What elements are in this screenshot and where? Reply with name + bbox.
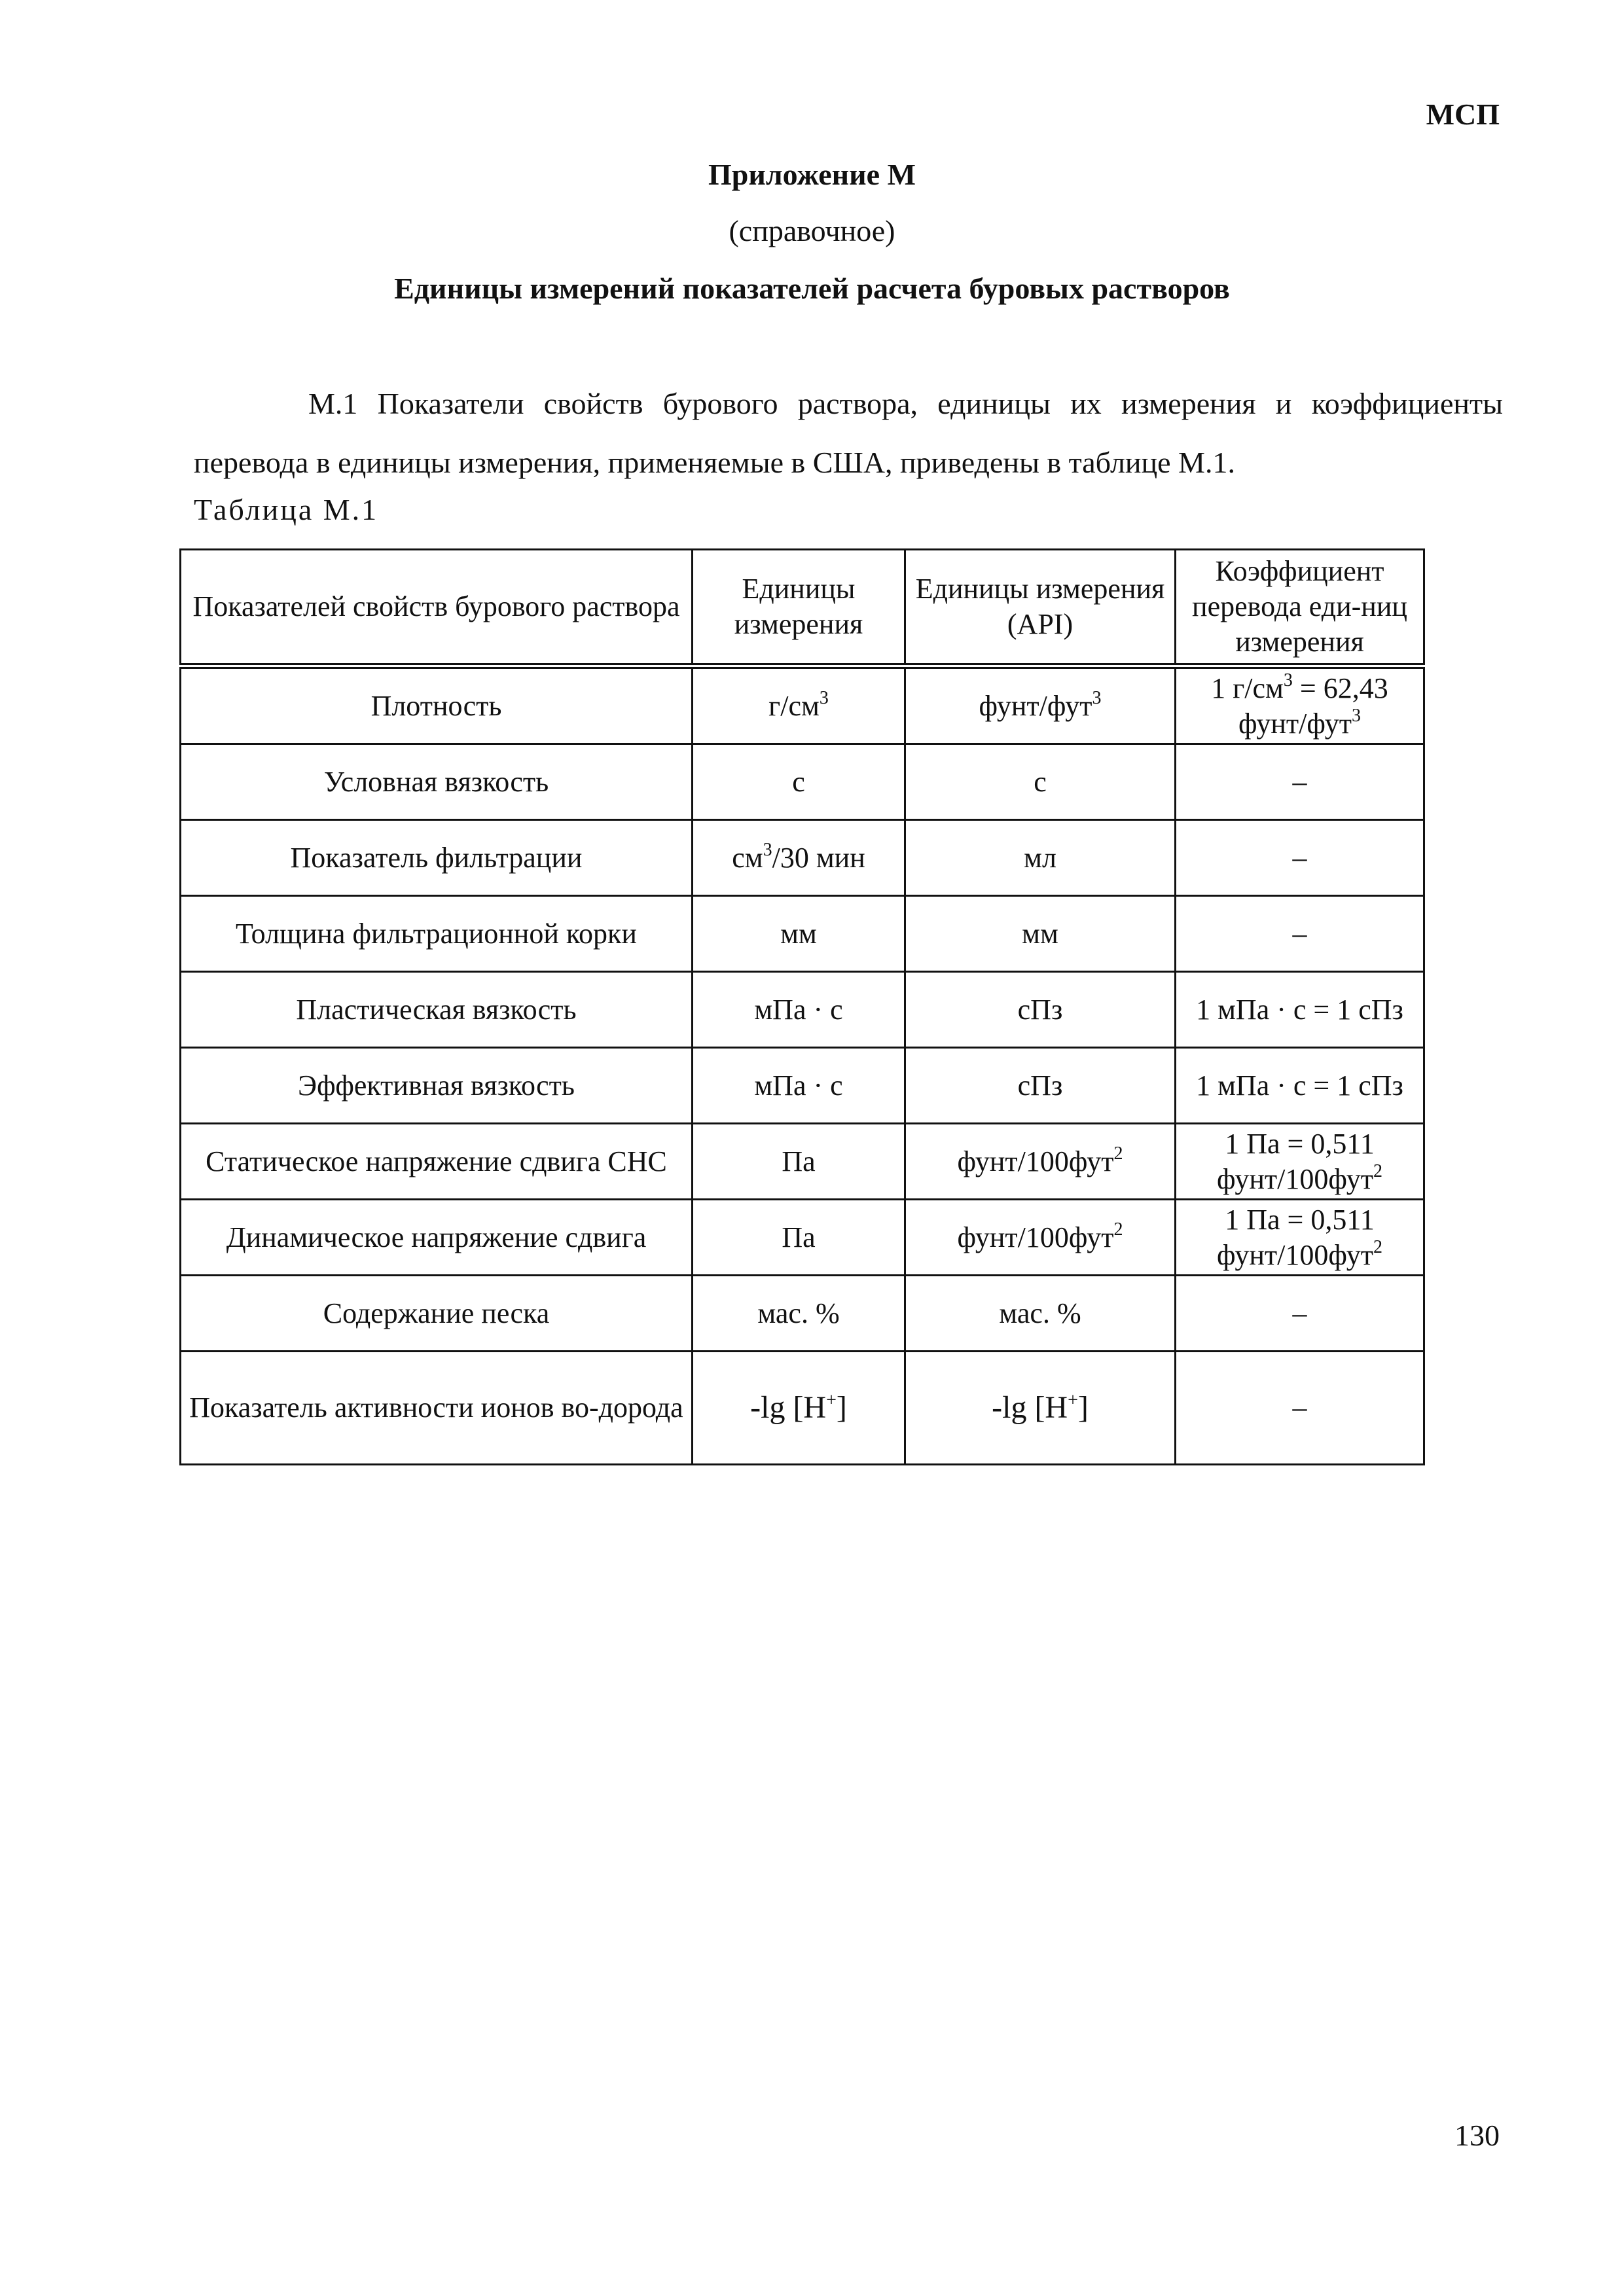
cell-unit-api: сПз <box>905 972 1176 1048</box>
header-property: Показателей свойств бурового раствора <box>181 550 693 666</box>
cell-unit: мПа · с <box>693 972 905 1048</box>
cell-property: Эффективная вязкость <box>181 1048 693 1124</box>
cell-unit-api: мас. % <box>905 1276 1176 1352</box>
appendix-title: Приложение М <box>708 158 916 191</box>
cell-unit: -lg [H+] <box>693 1352 905 1465</box>
cell-unit-api: мм <box>905 896 1176 972</box>
cell-unit: Па <box>693 1124 905 1200</box>
header-unit-api: Единицы измерения (API) <box>905 550 1176 666</box>
cell-unit: с <box>693 744 905 820</box>
cell-property: Пластическая вязкость <box>181 972 693 1048</box>
cell-conversion: 1 мПа · с = 1 сПз <box>1176 1048 1424 1124</box>
cell-conversion: 1 Па = 0,511 фунт/100фут$^2$ <box>1176 1124 1424 1200</box>
cell-conversion: – <box>1176 744 1424 820</box>
table-row <box>181 1276 1424 1352</box>
cell-unit: мас. % <box>693 1276 905 1352</box>
cell-conversion: 1 $г/см^3 = 62,43$ фунт/фут$^3$ <box>1176 666 1424 744</box>
table-caption: Таблица М.1 <box>194 493 379 526</box>
cell-unit-api: фунт/100фут$^2$ <box>905 1200 1176 1276</box>
cell-conversion: 1 мПа · с = 1 сПз <box>1176 972 1424 1048</box>
appendix-subtitle: (справочное) <box>729 214 895 247</box>
table-row <box>181 666 1424 744</box>
cell-unit: $г/см^3$ <box>693 666 905 744</box>
cell-unit-api: фунт/фут$^3$ <box>905 666 1176 744</box>
cell-property: Статическое напряжение сдвига СНС <box>181 1124 693 1200</box>
cell-property: Толщина фильтрационной корки <box>181 896 693 972</box>
document-code: МСП <box>1426 98 1500 131</box>
cell-conversion: – <box>1176 820 1424 896</box>
cell-property: Плотность <box>181 666 693 744</box>
cell-property: Показатель фильтрации <box>181 820 693 896</box>
intro-paragraph: М.1 Показатели свойств бурового раствора, единицы их измерения и коэффициенты перевода в единицы измерения, применяемые в США, приведены в таблице М.1. <box>194 387 1503 479</box>
cell-unit-api: мл <box>905 820 1176 896</box>
table-row <box>181 1048 1424 1124</box>
cell-property: Динамическое напряжение сдвига <box>181 1200 693 1276</box>
table-row <box>181 1352 1424 1465</box>
cell-unit: мПа · с <box>693 1048 905 1124</box>
table-row <box>181 972 1424 1048</box>
cell-unit: Па <box>693 1200 905 1276</box>
cell-conversion: – <box>1176 1276 1424 1352</box>
cell-property: Условная вязкость <box>181 744 693 820</box>
table-row <box>181 744 1424 820</box>
header-conversion: Коэффициент перевода еди-ниц измерения <box>1176 550 1424 666</box>
cell-unit: мм <box>693 896 905 972</box>
cell-property: Содержание песка <box>181 1276 693 1352</box>
table-row <box>181 1124 1424 1200</box>
cell-unit: $см^3/30$ мин <box>693 820 905 896</box>
cell-unit-api: -lg [H+] <box>905 1352 1176 1465</box>
cell-unit-api: сПз <box>905 1048 1176 1124</box>
cell-conversion: 1 Па = 0,511 фунт/100фут$^2$ <box>1176 1200 1424 1276</box>
table-row <box>181 1200 1424 1276</box>
table-row <box>181 896 1424 972</box>
cell-conversion: – <box>1176 1352 1424 1465</box>
table-row <box>181 820 1424 896</box>
cell-conversion: – <box>1176 896 1424 972</box>
page-number: 130 <box>1454 2119 1500 2152</box>
cell-unit-api: фунт/100фут$^2$ <box>905 1124 1176 1200</box>
cell-property: Показатель активности ионов во-дорода <box>181 1352 693 1465</box>
cell-unit-api: с <box>905 744 1176 820</box>
appendix-heading: Единицы измерений показателей расчета буровых растворов <box>394 272 1230 305</box>
units-table <box>179 548 1425 1465</box>
table-header-row <box>181 550 1424 666</box>
header-unit: Единицы измерения <box>693 550 905 666</box>
